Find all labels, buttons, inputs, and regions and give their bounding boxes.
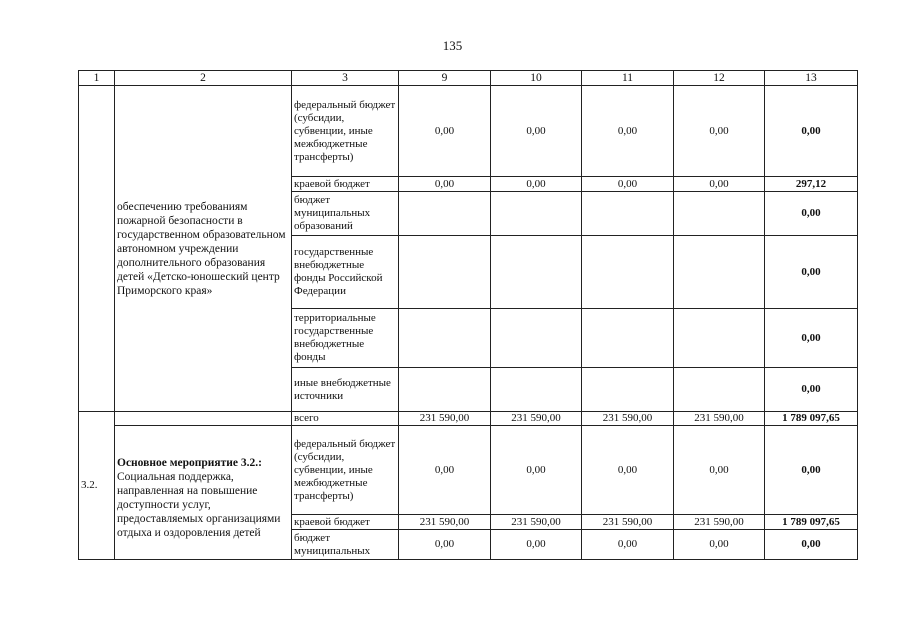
value-cell: 0,00 bbox=[582, 426, 674, 515]
value-cell: 0,00 bbox=[674, 177, 765, 192]
budget-table bbox=[78, 70, 858, 560]
value-cell: 0,00 bbox=[399, 177, 491, 192]
table-row bbox=[79, 86, 858, 177]
value-cell: 0,00 bbox=[399, 426, 491, 515]
total-cell: 1 789 097,65 bbox=[765, 515, 858, 530]
total-cell: 0,00 bbox=[765, 530, 858, 560]
value-cell bbox=[491, 192, 582, 236]
value-cell bbox=[674, 309, 765, 368]
value-cell: 0,00 bbox=[491, 426, 582, 515]
value-cell: 0,00 bbox=[491, 530, 582, 560]
header-cell: 1 bbox=[79, 71, 115, 86]
value-cell: 231 590,00 bbox=[399, 515, 491, 530]
funding-source: территориальные государственные внебюджетные фонды bbox=[292, 309, 399, 368]
value-cell bbox=[399, 309, 491, 368]
funding-source: краевой бюджет bbox=[292, 177, 399, 192]
value-cell: 0,00 bbox=[582, 86, 674, 177]
total-cell: 1 789 097,65 bbox=[765, 412, 858, 426]
value-cell bbox=[399, 236, 491, 309]
funding-source: федеральный бюджет (субсидии, субвенции, иные межбюджетные трансферты) bbox=[292, 86, 399, 177]
table-row bbox=[79, 412, 858, 426]
measure-description: обеспечению требованиям пожарной безопасности в государственном образовательном автономном учреждении дополнительного образования детей «Детско-юношеский центр Приморского края» bbox=[115, 86, 292, 412]
total-cell: 0,00 bbox=[765, 309, 858, 368]
value-cell: 231 590,00 bbox=[582, 412, 674, 426]
value-cell: 0,00 bbox=[674, 530, 765, 560]
value-cell bbox=[582, 309, 674, 368]
value-cell bbox=[491, 368, 582, 412]
value-cell bbox=[399, 368, 491, 412]
header-cell: 13 bbox=[765, 71, 858, 86]
index-cell: 3.2. bbox=[79, 412, 115, 560]
total-cell: 0,00 bbox=[765, 192, 858, 236]
total-cell: 0,00 bbox=[765, 236, 858, 309]
funding-source: бюджет муниципальных образований bbox=[292, 192, 399, 236]
value-cell: 231 590,00 bbox=[491, 412, 582, 426]
header-cell: 12 bbox=[674, 71, 765, 86]
funding-source: федеральный бюджет (субсидии, субвенции, иные межбюджетные трансферты) bbox=[292, 426, 399, 515]
value-cell: 0,00 bbox=[582, 177, 674, 192]
value-cell: 231 590,00 bbox=[399, 412, 491, 426]
funding-source: государственные внебюджетные фонды Российской Федерации bbox=[292, 236, 399, 309]
measure-text: Социальная поддержка, направленная на повышение доступности услуг, предоставляемых организациями отдыха и оздоровления детей bbox=[117, 470, 281, 539]
total-cell: 0,00 bbox=[765, 368, 858, 412]
funding-source: бюджет муниципальных bbox=[292, 530, 399, 560]
value-cell bbox=[674, 192, 765, 236]
total-cell: 0,00 bbox=[765, 86, 858, 177]
value-cell: 231 590,00 bbox=[582, 515, 674, 530]
funding-source: всего bbox=[292, 412, 399, 426]
measure-description bbox=[115, 426, 292, 560]
value-cell: 0,00 bbox=[674, 86, 765, 177]
value-cell: 0,00 bbox=[582, 530, 674, 560]
value-cell: 0,00 bbox=[674, 426, 765, 515]
header-cell: 10 bbox=[491, 71, 582, 86]
measure-title: Основное мероприятие 3.2.: bbox=[117, 456, 262, 469]
value-cell: 231 590,00 bbox=[674, 515, 765, 530]
value-cell: 231 590,00 bbox=[674, 412, 765, 426]
value-cell bbox=[674, 368, 765, 412]
header-cell: 11 bbox=[582, 71, 674, 86]
value-cell bbox=[491, 236, 582, 309]
value-cell: 0,00 bbox=[491, 86, 582, 177]
value-cell bbox=[582, 236, 674, 309]
value-cell bbox=[582, 192, 674, 236]
header-cell: 3 bbox=[292, 71, 399, 86]
total-cell: 297,12 bbox=[765, 177, 858, 192]
table-header-row bbox=[79, 71, 858, 86]
value-cell bbox=[674, 236, 765, 309]
value-cell: 0,00 bbox=[399, 86, 491, 177]
measure-description-top bbox=[115, 412, 292, 426]
header-cell: 2 bbox=[115, 71, 292, 86]
funding-source: иные внебюджетные источники bbox=[292, 368, 399, 412]
funding-source: краевой бюджет bbox=[292, 515, 399, 530]
total-cell: 0,00 bbox=[765, 426, 858, 515]
page-number: 135 bbox=[442, 38, 463, 53]
index-cell bbox=[79, 86, 115, 412]
value-cell: 0,00 bbox=[491, 177, 582, 192]
value-cell bbox=[491, 309, 582, 368]
table-row bbox=[79, 426, 858, 515]
value-cell bbox=[582, 368, 674, 412]
value-cell bbox=[399, 192, 491, 236]
value-cell: 231 590,00 bbox=[491, 515, 582, 530]
header-cell: 9 bbox=[399, 71, 491, 86]
value-cell: 0,00 bbox=[399, 530, 491, 560]
